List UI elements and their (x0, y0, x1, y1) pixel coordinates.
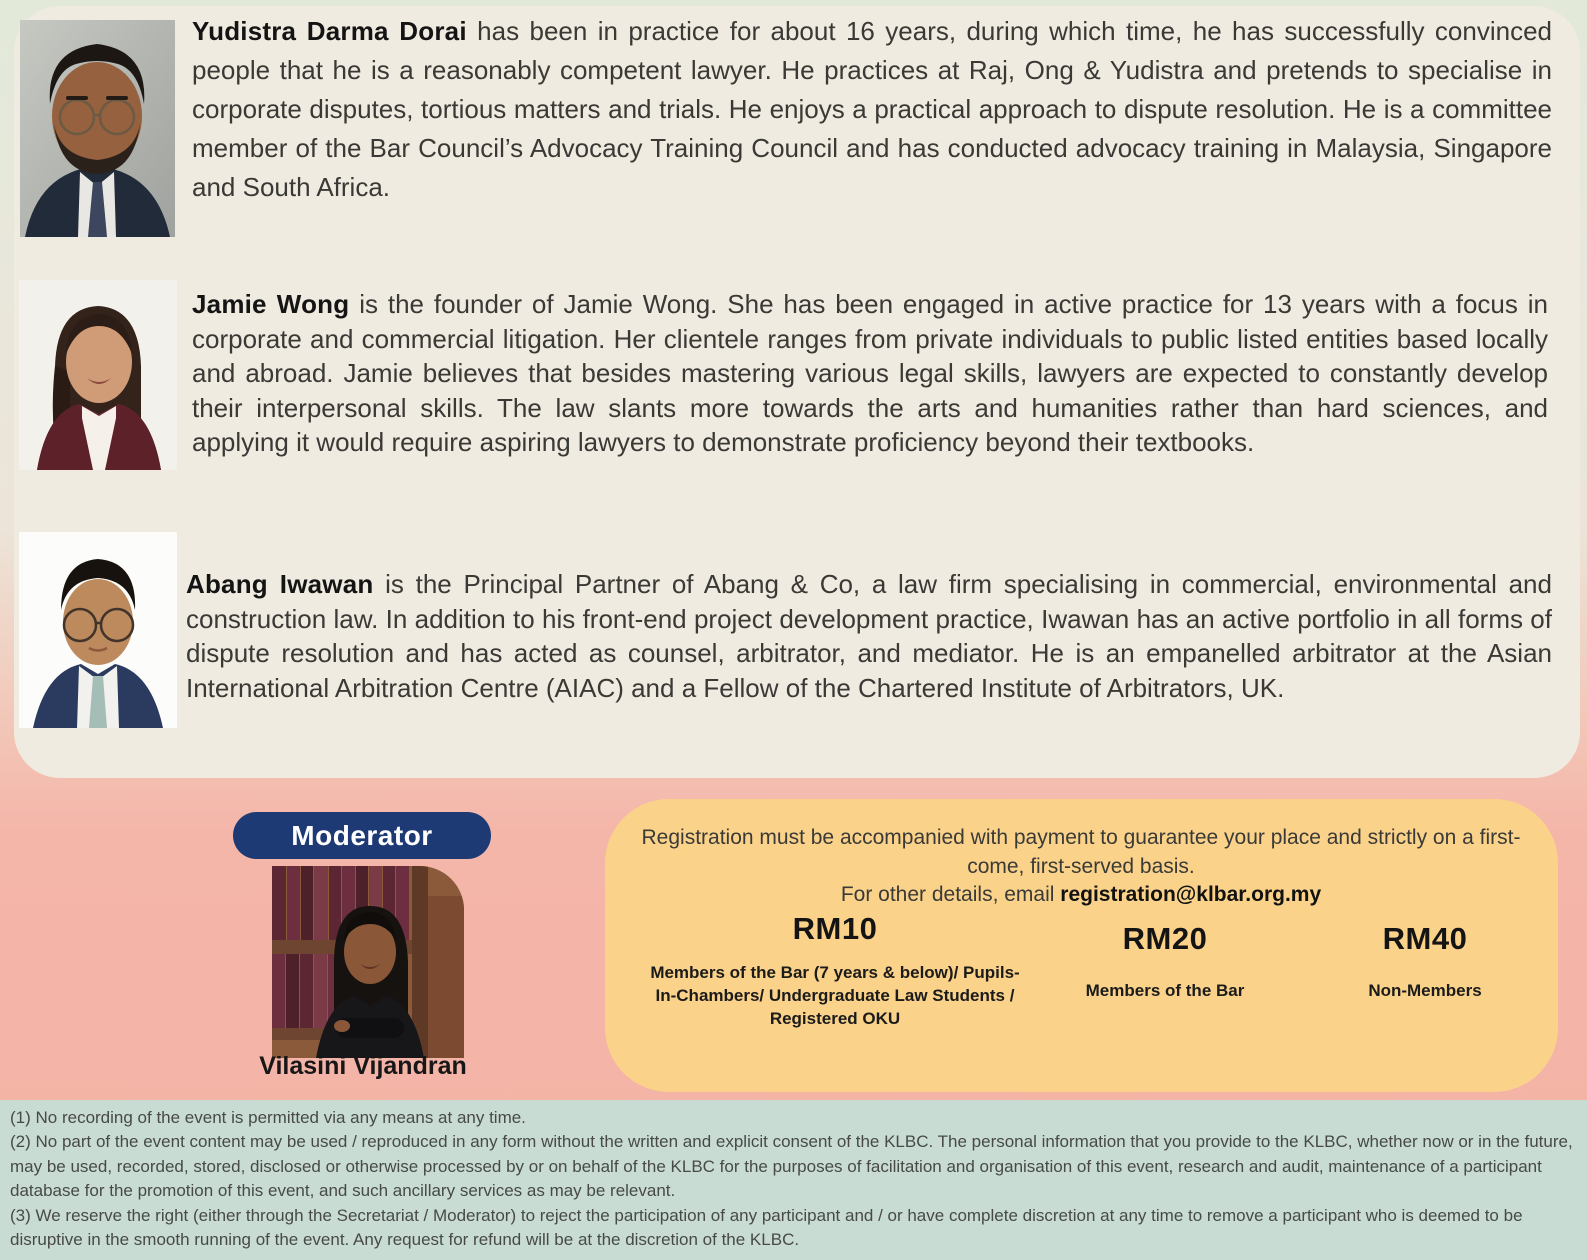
fee-item-rm10 (645, 911, 1025, 1030)
speaker-bio-abang: Abang Iwawan is the Principal Partner of Abang & Co, a law firm specialising in commercial, environmental and construction law. In addition to his front-end project development practice, Iwawan has an active portfolio in all forms of dispute resolution and has acted as counsel, arbitrator, and mediator. He is an empanelled arbitrator at the Asian International Arbitration Centre (AIAC) and a Fellow of the Chartered Institute of Arbitrators, UK. (186, 569, 1552, 703)
speaker-photo-abang (19, 532, 177, 728)
fee-audience: Members of the Bar (1085, 981, 1245, 1000)
fee-item-rm20 (1045, 921, 1285, 1002)
terms-item-3: (3) We reserve the right (either through the Secretariat / Moderator) to reject the participation of any participant and / or have complete discretion at any time to remove a participant who is deemed to be disruptive in the smooth running of the event. Any request for refund will be at the discretion of the KLBC. (10, 1205, 1523, 1250)
registration-details: For other details, email registration@klbar.org.my (840, 883, 1322, 906)
speaker-name-abang: Abang Iwawan (186, 569, 374, 599)
moderator-name: Vilasini Vijandran (259, 1052, 467, 1080)
terms-item-1: (1) No recording of the event is permitted via any means at any time. (10, 1108, 526, 1127)
terms-item-2: (2) No part of the event content may be used / reproduced in any form without the written and explicit consent of the KLBC. The personal information that you provide to the KLBC, whether now or in the future, may be used, recorded, stored, disclosed or otherwise processed by or on behalf of the KLBC for the purposes of facilitation and organisation of this event, research and audit, maintenance of a participant database for the promotion of this event, and such ancillary services as may be relevant. (10, 1132, 1573, 1201)
registration-card (605, 799, 1558, 1092)
speaker-bio-yudistra: Yudistra Darma Dorai has been in practice for about 16 years, during which time, he has successfully convinced people that he is a reasonably competent lawyer. He practices at Raj, Ong & Yudistra and pretends to specialise in corporate disputes, tortious matters and trials. He enjoys a practical approach to dispute resolution. He is a committee member of the Bar Council’s Advocacy Training Council and has conducted advocacy training in Malaysia, Singapore and South Africa. (192, 16, 1552, 202)
speaker-name-jamie: Jamie Wong (192, 289, 350, 319)
speaker-photo-jamie (19, 280, 177, 470)
speaker-bio-jamie: Jamie Wong is the founder of Jamie Wong. She has been engaged in active practice for 13 years with a focus in corporate and commercial litigation. Her clientele ranges from private individuals to public listed entities based locally and abroad. Jamie believes that besides mastering various legal skills, lawyers are expected to constantly develop their interpersonal skills. The law slants more towards the arts and humanities rather than hard sciences, and applying it would require aspiring lawyers to demonstrate proficiency beyond their textbooks. (192, 289, 1549, 458)
speaker-name-yudistra: Yudistra Darma Dorai (192, 16, 467, 46)
fee-audience: Non-Members (1368, 981, 1482, 1000)
moderator-pill (233, 812, 491, 859)
registration-notice: Registration must be accompanied with payment to guarantee your place and strictly on a first-come, first-served basis. (641, 826, 1521, 878)
speaker-photo-yudistra (20, 20, 175, 237)
registration-email: registration@klbar.org.my (1060, 883, 1322, 906)
fee-price: RM40 (1382, 921, 1468, 956)
fee-item-rm40 (1325, 921, 1525, 1002)
fee-audience: Members of the Bar (7 years & below)/ Pupils-In-Chambers/ Undergraduate Law Students / Registered OKU (650, 963, 1020, 1028)
fee-price: RM20 (1122, 921, 1208, 956)
moderator-pill-label: Moderator (291, 819, 433, 851)
fee-price: RM10 (792, 911, 878, 946)
terms-and-conditions (10, 1106, 1578, 1252)
moderator-photo-vilasini (272, 866, 464, 1058)
